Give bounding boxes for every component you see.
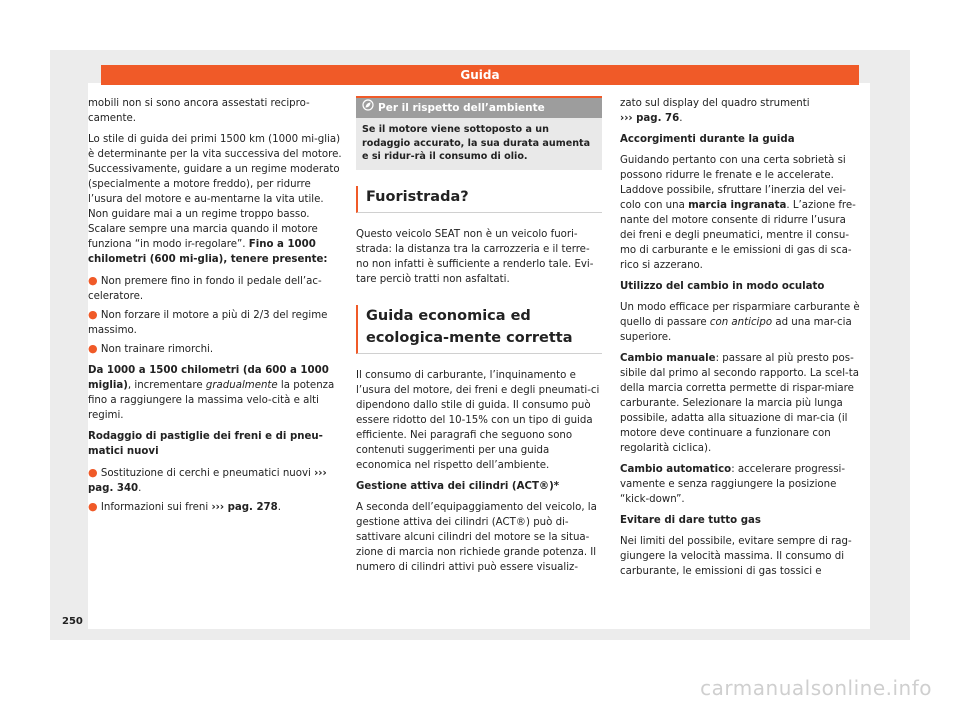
paragraph: Guidando pertanto con una certa sobrietà si possono ridurre le frenate e le accelerate. Laddove possibile, sfruttare l’inerzia del vei-colo con una marcia ingranata. L’azione fre-nante del motore consente di ridurre l’usura dei freni e degli pneumatici, mentre il consu-mo di carburante e le emissioni di gas di sca-rico si azzerano. (620, 155, 856, 271)
environment-notice (356, 96, 602, 170)
subheading-act: Gestione attiva dei cilindri (ACT®)* (356, 480, 560, 492)
paragraph: Nei limiti del possibile, evitare sempre di rag-giungere la velocità massima. Il consumo di carburante, le emissioni di gas tossici e (620, 536, 852, 577)
bullet-icon: ● (88, 500, 98, 513)
list-item: ● Non premere fino in fondo il pedale dell’ac-celeratore. (88, 274, 322, 302)
section-heading-offroad: Fuoristrada? (356, 186, 602, 213)
list-item: ● Sostituzione di cerchi e pneumatici nuovi ››› pag. 340. (88, 466, 327, 494)
section-heading-eco-driving: Guida economica ed ecologica-mente corretta (356, 305, 602, 354)
page-reference-link[interactable]: ››› pag. 76 (620, 113, 680, 124)
subheading-gearbox: Utilizzo del cambio in modo oculato (620, 281, 825, 292)
page-reference-link[interactable]: ››› pag. 278 (211, 502, 278, 513)
environment-notice-title: Per il rispetto dell’ambiente (378, 102, 545, 114)
subheading-brakes: Rodaggio di pastiglie dei freni e di pneu-matici nuovi (88, 431, 323, 457)
bullet-icon: ● (88, 308, 98, 321)
subheading-throttle: Evitare di dare tutto gas (620, 515, 761, 526)
list-item: ● Non trainare rimorchi. (88, 342, 214, 355)
list-item: ● Non forzare il motore a più di 2/3 del regime massimo. (88, 308, 328, 336)
environment-notice-header (356, 98, 602, 118)
column-middle (356, 96, 602, 581)
paragraph: Cambio automatico: accelerare progressi-vamente e senza raggiungere la posizione “kick-down”. (620, 464, 846, 505)
paragraph: Cambio manuale: passare al più presto pos-sibile dal primo al secondo rapporto. La scel-ta della marcia corretta permette di rispar-miare carburante. Selezionare la marcia più lunga possibile, adatta alla situazione di mar-cia (il motore deve continuare a funzionare con regolarità ciclica). (620, 353, 859, 454)
page-number: 250 (62, 616, 83, 627)
paragraph-bold: Fino a 1000 chilometri (600 mi-glia), tenere presente: (88, 239, 328, 265)
bullet-icon: ● (88, 466, 98, 479)
paragraph: mobili non si sono ancora assestati recipro-camente. (88, 98, 310, 124)
column-right (620, 96, 860, 585)
bullet-icon: ● (88, 274, 98, 287)
chapter-header: Guida (101, 65, 859, 85)
column-left (88, 96, 344, 518)
paragraph: Il consumo di carburante, l’inquinamento e l’usura del motore, dei freni e degli pneumati-ci dipendono dallo stile di guida. Il consumo può essere ridotto del 10-15% con un tipo di guida efficiente. Nei paragrafi che seguono sono contenuti suggerimenti per una guida economica nel rispetto dell’ambiente. (356, 369, 600, 471)
paragraph (88, 132, 344, 267)
watermark: carmanualsonline.info (700, 676, 932, 700)
environment-notice-body: Se il motore viene sottoposto a un rodaggio accurato, la sua durata aumenta e si ridur-rà il consumo di olio. (356, 118, 602, 170)
list-item: ● Informazioni sui freni ››› pag. 278. (88, 500, 281, 513)
bullet-icon: ● (88, 342, 98, 355)
subheading-driving-tips: Accorgimenti durante la guida (620, 134, 795, 145)
leaf-icon (362, 98, 374, 118)
paragraph: Questo veicolo SEAT non è un veicolo fuori-strada: la distanza tra la carrozzeria e il terre-no non infatti è sufficiente a renderlo tale. Evi-tare perciò tratti non asfaltati. (356, 228, 594, 285)
paragraph: zato sul display del quadro strumenti ››› pag. 76. (620, 98, 810, 124)
paragraph-text: Lo stile di guida dei primi 1500 km (1000 mi-glia) è determinante per la vita successiva del motore. Successivamente, guidare a un regime moderato (specialmente a motore freddo), per ridurre l’usura del motore e au-mentarne la vita utile. Non guidare mai a un regime troppo basso. Scalare sempre una marcia quando il motore funziona “in modo ir-regolare”. (88, 134, 342, 250)
page-reference-link[interactable]: ››› pag. 340 (88, 468, 327, 494)
paragraph: Un modo efficace per risparmiare carburante è quello di passare con anticipo ad una mar-cia superiore. (620, 302, 860, 343)
paragraph: Da 1000 a 1500 chilometri (da 600 a 1000 miglia), incrementare gradualmente la potenza fino a raggiungere la massima velo-cità e alti regimi. (88, 365, 335, 421)
paragraph: A seconda dell’equipaggiamento del veicolo, la gestione attiva dei cilindri (ACT®) può di-sattivare alcuni cilindri del motore se la situa-zione di marcia non richiede grande potenza. Il numero di cilindri attivi può essere visualiz- (356, 501, 597, 573)
